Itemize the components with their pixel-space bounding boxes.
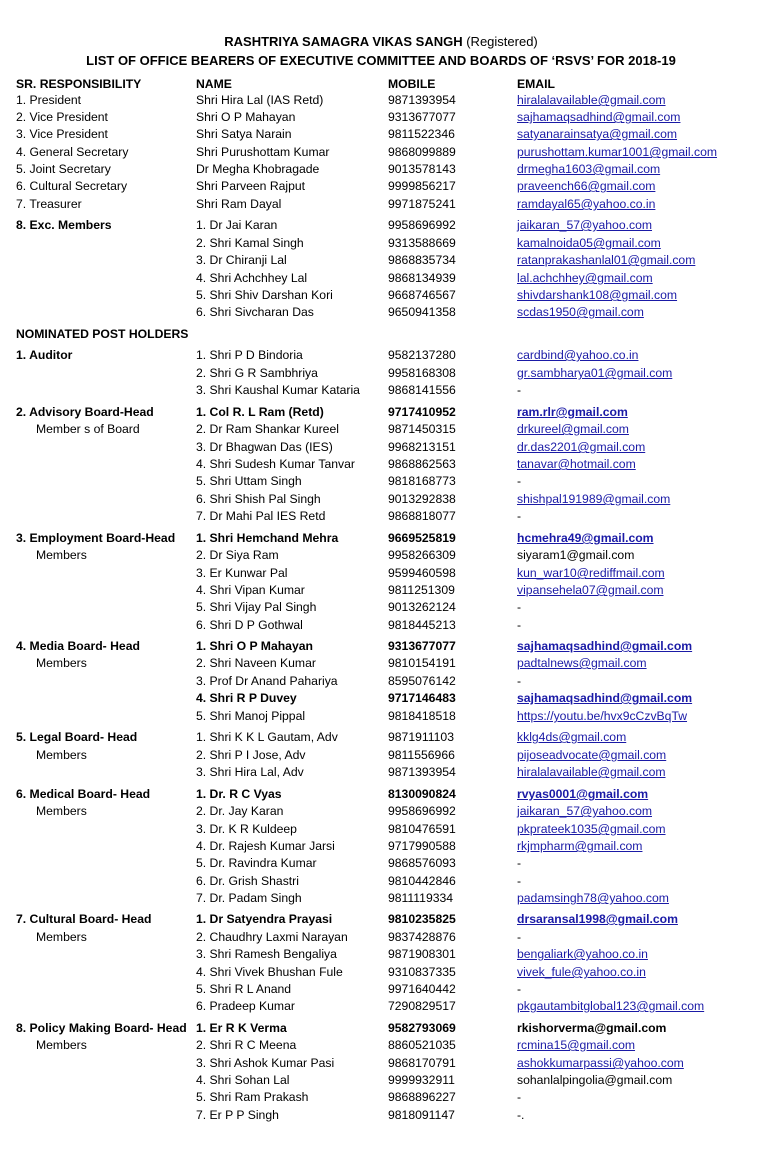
mobile-cell: 9868099889 xyxy=(388,145,456,159)
column-header-name: NAME xyxy=(196,77,232,91)
table-row xyxy=(0,764,762,781)
table-row xyxy=(0,981,762,998)
mobile-cell: 9837428876 xyxy=(388,930,456,944)
table-row xyxy=(0,655,762,672)
mobile-cell: 9868835734 xyxy=(388,253,456,267)
responsibility-cell: 6. Cultural Secretary xyxy=(16,179,128,193)
name-cell: 2. Dr. Jay Karan xyxy=(196,804,284,818)
email-link: - xyxy=(517,930,522,944)
table-row xyxy=(0,382,762,399)
responsibility-cell: 4. General Secretary xyxy=(16,145,129,159)
mobile-cell: 9810154191 xyxy=(388,656,456,670)
table-row xyxy=(0,217,762,234)
table-row xyxy=(0,946,762,963)
name-cell: 7. Dr. Padam Singh xyxy=(196,891,302,905)
name-cell: 2. Dr Ram Shankar Kureel xyxy=(196,422,339,436)
email-link[interactable]: vivek_fule@yahoo.co.in xyxy=(517,965,646,979)
mobile-cell: 9958696992 xyxy=(388,804,456,818)
name-cell: 3. Er Kunwar Pal xyxy=(196,566,288,580)
email-link[interactable]: kklg4ds@gmail.com xyxy=(517,730,627,744)
mobile-cell: 9811522346 xyxy=(388,127,455,141)
email-link[interactable]: pkgautambitglobal123@gmail.com xyxy=(517,999,705,1013)
email-link[interactable]: shivdarshank108@gmail.com xyxy=(517,288,678,302)
email-link[interactable]: jaikaran_57@yahoo.com xyxy=(517,804,653,818)
name-cell: 4. Shri Vipan Kumar xyxy=(196,583,305,597)
name-cell: 5. Dr. Ravindra Kumar xyxy=(196,856,317,870)
name-cell: 5. Shri Manoj Pippal xyxy=(196,709,306,723)
name-cell: 3. Shri Kaushal Kumar Kataria xyxy=(196,383,360,397)
column-header-mobile: MOBILE xyxy=(388,77,436,91)
mobile-cell: 9669525819 xyxy=(388,531,456,545)
name-cell: Shri Ram Dayal xyxy=(196,197,282,211)
email-link: siyaram1@gmail.com xyxy=(517,548,635,562)
registration-note: (Registered) xyxy=(462,34,538,49)
name-cell: 3. Dr Bhagwan Das (IES) xyxy=(196,440,333,454)
table-row xyxy=(0,673,762,690)
responsibility-cell: 2. Advisory Board-Head xyxy=(16,405,154,419)
mobile-cell: 9958168308 xyxy=(388,366,456,380)
table-row xyxy=(0,347,762,364)
mobile-cell: 9313677077 xyxy=(388,110,456,124)
table-row xyxy=(0,911,762,928)
table-row xyxy=(0,421,762,438)
mobile-cell: 9717146483 xyxy=(388,691,456,705)
email-link[interactable]: ratanprakashanlal01@gmail.com xyxy=(517,253,696,267)
email-link: - xyxy=(517,856,522,870)
email-link[interactable]: kamalnoida05@gmail.com xyxy=(517,236,661,250)
email-link[interactable]: tanavar@hotmail.com xyxy=(517,457,636,471)
table-row xyxy=(0,270,762,287)
mobile-cell: 9818445213 xyxy=(388,618,456,632)
name-cell: 6. Pradeep Kumar xyxy=(196,999,295,1013)
table-row xyxy=(0,1072,762,1089)
responsibility-cell: Members xyxy=(36,1038,87,1052)
email-link[interactable]: drkureel@gmail.com xyxy=(517,422,629,436)
email-link[interactable]: https://youtu.be/hvx9cCzvBqTw xyxy=(517,709,688,723)
email-link[interactable]: kun_war10@rediffmail.com xyxy=(517,566,665,580)
email-link[interactable]: cardbind@yahoo.co.in xyxy=(517,348,639,362)
table-row xyxy=(0,599,762,616)
email-link[interactable]: pijoseadvocate@gmail.com xyxy=(517,748,667,762)
responsibility-cell: 8. Policy Making Board- Head xyxy=(16,1021,187,1035)
mobile-cell: 9968213151 xyxy=(388,440,456,454)
name-cell: 4. Dr. Rajesh Kumar Jarsi xyxy=(196,839,335,853)
table-row xyxy=(0,1055,762,1072)
table-row xyxy=(0,964,762,981)
table-row xyxy=(0,873,762,890)
mobile-cell: 9871450315 xyxy=(388,422,456,436)
name-cell: 1. Shri K K L Gautam, Adv xyxy=(196,730,338,744)
mobile-cell: 9871393954 xyxy=(388,765,456,779)
email-link: - xyxy=(517,674,522,688)
email-link[interactable]: ramdayal65@yahoo.co.in xyxy=(517,197,656,211)
table-row xyxy=(0,690,762,707)
mobile-cell: 9999856217 xyxy=(388,179,456,193)
name-cell: 3. Shri Ramesh Bengaliya xyxy=(196,947,337,961)
table-row xyxy=(0,1107,762,1124)
name-cell: 7. Er P P Singh xyxy=(196,1108,279,1122)
email-link: -. xyxy=(517,1108,525,1122)
table-row xyxy=(0,1037,762,1054)
mobile-cell: 8860521035 xyxy=(388,1038,456,1052)
table-row xyxy=(0,547,762,564)
table-row xyxy=(0,304,762,321)
name-cell: 2. Shri R C Meena xyxy=(196,1038,297,1052)
email-link[interactable]: pkprateek1035@gmail.com xyxy=(517,822,666,836)
table-row xyxy=(0,565,762,582)
mobile-cell: 9868134939 xyxy=(388,271,456,285)
responsibility-cell: 1. Auditor xyxy=(16,348,73,362)
email-link: - xyxy=(517,474,522,488)
table-row xyxy=(0,617,762,634)
responsibility-cell: Members xyxy=(36,804,87,818)
email-link[interactable]: padamsingh78@yahoo.com xyxy=(517,891,669,905)
name-cell: 3. Prof Dr Anand Pahariya xyxy=(196,674,338,688)
responsibility-cell: Members xyxy=(36,656,87,670)
table-row xyxy=(0,929,762,946)
name-cell: 4. Shri Sohan Lal xyxy=(196,1073,290,1087)
email-link[interactable]: drmegha1603@gmail.com xyxy=(517,162,661,176)
mobile-cell: 9871911103 xyxy=(388,730,454,744)
mobile-cell: 8595076142 xyxy=(388,674,456,688)
mobile-cell: 9668746567 xyxy=(388,288,456,302)
email-link[interactable]: shishpal191989@gmail.com xyxy=(517,492,671,506)
table-row xyxy=(0,508,762,525)
name-cell: 3. Dr. K R Kuldeep xyxy=(196,822,297,836)
name-cell: 4. Shri R P Duvey xyxy=(196,691,297,705)
table-row xyxy=(0,786,762,803)
table-row xyxy=(0,252,762,269)
organization-title xyxy=(0,34,762,49)
mobile-cell: 9871393954 xyxy=(388,93,456,107)
table-row xyxy=(0,439,762,456)
email-link[interactable]: jaikaran_57@yahoo.com xyxy=(517,218,653,232)
mobile-cell: 9013578143 xyxy=(388,162,456,176)
mobile-cell: 9868896227 xyxy=(388,1090,456,1104)
responsibility-cell: 7. Cultural Board- Head xyxy=(16,912,152,926)
name-cell: 6. Shri Sivcharan Das xyxy=(196,305,314,319)
responsibility-cell: 6. Medical Board- Head xyxy=(16,787,151,801)
table-row xyxy=(0,1089,762,1106)
name-cell: 5. Shri Vijay Pal Singh xyxy=(196,600,317,614)
name-cell: 6. Dr. Grish Shastri xyxy=(196,874,299,888)
responsibility-cell: NOMINATED POST HOLDERS xyxy=(16,327,189,341)
name-cell: 1. Er R K Verma xyxy=(196,1021,287,1035)
mobile-cell: 9599460598 xyxy=(388,566,456,580)
table-row xyxy=(0,998,762,1015)
email-link[interactable]: rvyas0001@gmail.com xyxy=(517,787,649,801)
table-row xyxy=(0,1020,762,1037)
name-cell: 1. Dr Satyendra Prayasi xyxy=(196,912,333,926)
mobile-cell: 9971875241 xyxy=(388,197,456,211)
name-cell: 2. Shri G R Sambhriya xyxy=(196,366,318,380)
column-header-email: EMAIL xyxy=(517,77,555,91)
name-cell: 5. Shri Uttam Singh xyxy=(196,474,302,488)
email-link[interactable]: praveench66@gmail.com xyxy=(517,179,656,193)
email-link[interactable]: hcmehra49@gmail.com xyxy=(517,531,654,545)
name-cell: 1. Col R. L Ram (Retd) xyxy=(196,405,324,419)
email-link[interactable]: sajhamaqsadhind@gmail.com xyxy=(517,639,693,653)
table-row xyxy=(0,747,762,764)
mobile-cell: 9868862563 xyxy=(388,457,456,471)
mobile-cell: 9818091147 xyxy=(388,1108,455,1122)
email-link: sohanlalpingolia@gmail.com xyxy=(517,1073,673,1087)
table-row xyxy=(0,638,762,655)
table-row xyxy=(0,109,762,126)
mobile-cell: 7290829517 xyxy=(388,999,456,1013)
email-link[interactable]: ashokkumarpassi@yahoo.com xyxy=(517,1056,684,1070)
name-cell: 1. Shri Hemchand Mehra xyxy=(196,531,339,545)
responsibility-cell: 4. Media Board- Head xyxy=(16,639,140,653)
document-subtitle: LIST OF OFFICE BEARERS OF EXECUTIVE COMMITTEE AND BOARDS OF ‘RSVS’ FOR 2018-19 xyxy=(86,53,676,68)
email-link: - xyxy=(517,874,522,888)
name-cell: 4. Shri Achchhey Lal xyxy=(196,271,308,285)
email-link[interactable]: scdas1950@gmail.com xyxy=(517,305,644,319)
mobile-cell: 9582793069 xyxy=(388,1021,456,1035)
name-cell: 5. Shri R L Anand xyxy=(196,982,292,996)
responsibility-cell: 2. Vice President xyxy=(16,110,108,124)
email-link[interactable]: lal.achchhey@gmail.com xyxy=(517,271,653,285)
email-link[interactable]: padtalnews@gmail.com xyxy=(517,656,647,670)
name-cell: 1. Shri O P Mahayan xyxy=(196,639,313,653)
table-row xyxy=(0,92,762,109)
email-link[interactable]: rcmina15@gmail.com xyxy=(517,1038,636,1052)
email-link[interactable]: hiralalavailable@gmail.com xyxy=(517,93,666,107)
name-cell: Shri Purushottam Kumar xyxy=(196,145,330,159)
name-cell: Shri O P Mahayan xyxy=(196,110,296,124)
responsibility-cell: Member s of Board xyxy=(36,422,140,436)
responsibility-cell: 3. Vice President xyxy=(16,127,108,141)
name-cell: Shri Hira Lal (IAS Retd) xyxy=(196,93,324,107)
email-link: - xyxy=(517,982,522,996)
mobile-cell: 9818418518 xyxy=(388,709,456,723)
mobile-cell: 9013292838 xyxy=(388,492,456,506)
mobile-cell: 9818168773 xyxy=(388,474,456,488)
name-cell: 3. Shri Hira Lal, Adv xyxy=(196,765,304,779)
email-link[interactable]: sajhamaqsadhind@gmail.com xyxy=(517,110,681,124)
name-cell: 4. Shri Sudesh Kumar Tanvar xyxy=(196,457,355,471)
email-link: - xyxy=(517,618,522,632)
mobile-cell: 9868818077 xyxy=(388,509,456,523)
mobile-cell: 9313588669 xyxy=(388,236,456,250)
name-cell: 3. Shri Ashok Kumar Pasi xyxy=(196,1056,335,1070)
mobile-cell: 9650941358 xyxy=(388,305,456,319)
email-link: - xyxy=(517,383,522,397)
responsibility-cell: 5. Legal Board- Head xyxy=(16,730,138,744)
mobile-cell: 9868141556 xyxy=(388,383,456,397)
mobile-cell: 9313677077 xyxy=(388,639,456,653)
name-cell: 5. Shri Ram Prakash xyxy=(196,1090,309,1104)
name-cell: 2. Chaudhry Laxmi Narayan xyxy=(196,930,348,944)
name-cell: 5. Shri Shiv Darshan Kori xyxy=(196,288,333,302)
mobile-cell: 9811556966 xyxy=(388,748,455,762)
name-cell: Shri Satya Narain xyxy=(196,127,292,141)
name-cell: 6. Shri D P Gothwal xyxy=(196,618,303,632)
table-row xyxy=(0,161,762,178)
responsibility-cell: 3. Employment Board-Head xyxy=(16,531,176,545)
responsibility-cell: Members xyxy=(36,548,87,562)
mobile-cell: 9310837335 xyxy=(388,965,456,979)
email-link[interactable]: rkjmpharm@gmail.com xyxy=(517,839,643,853)
table-row xyxy=(0,530,762,547)
table-row xyxy=(0,803,762,820)
responsibility-cell: Members xyxy=(36,930,87,944)
name-cell: 4. Shri Vivek Bhushan Fule xyxy=(196,965,343,979)
email-link[interactable]: ram.rlr@gmail.com xyxy=(517,405,628,419)
mobile-cell: 9717410952 xyxy=(388,405,456,419)
mobile-cell: 9811251309 xyxy=(388,583,455,597)
table-row xyxy=(0,473,762,490)
email-link[interactable]: satyanarainsatya@gmail.com xyxy=(517,127,678,141)
table-row xyxy=(0,582,762,599)
table-row xyxy=(0,855,762,872)
table-row xyxy=(0,365,762,382)
email-link: rkishorverma@gmail.com xyxy=(517,1021,667,1035)
table-row xyxy=(0,491,762,508)
email-link: - xyxy=(517,1090,522,1104)
name-cell: 1. Dr. R C Vyas xyxy=(196,787,282,801)
mobile-cell: 9871908301 xyxy=(388,947,456,961)
responsibility-cell: 5. Joint Secretary xyxy=(16,162,111,176)
mobile-cell: 9810476591 xyxy=(388,822,456,836)
email-link[interactable]: bengaliark@yahoo.co.in xyxy=(517,947,648,961)
email-link: - xyxy=(517,509,522,523)
table-row xyxy=(0,287,762,304)
name-cell: 1. Shri P D Bindoria xyxy=(196,348,303,362)
email-link[interactable]: sajhamaqsadhind@gmail.com xyxy=(517,691,693,705)
organization-name: RASHTRIYA SAMAGRA VIKAS SANGH xyxy=(224,34,463,49)
mobile-cell: 9958266309 xyxy=(388,548,456,562)
mobile-cell: 9717990588 xyxy=(388,839,456,853)
table-row xyxy=(0,126,762,143)
mobile-cell: 8130090824 xyxy=(388,787,456,801)
responsibility-cell: 1. President xyxy=(16,93,82,107)
table-row xyxy=(0,235,762,252)
email-link: - xyxy=(517,600,522,614)
name-cell: 3. Dr Chiranji Lal xyxy=(196,253,287,267)
email-link[interactable]: gr.sambharya01@gmail.com xyxy=(517,366,673,380)
mobile-cell: 9999932911 xyxy=(388,1073,455,1087)
table-row xyxy=(0,821,762,838)
responsibility-cell: 8. Exc. Members xyxy=(16,218,112,232)
table-row xyxy=(0,456,762,473)
table-row xyxy=(0,729,762,746)
name-cell: 2. Shri P I Jose, Adv xyxy=(196,748,306,762)
mobile-cell: 9810235825 xyxy=(388,912,456,926)
mobile-cell: 9582137280 xyxy=(388,348,456,362)
column-header-row xyxy=(0,76,762,93)
name-cell: 6. Shri Shish Pal Singh xyxy=(196,492,321,506)
table-row xyxy=(0,838,762,855)
table-row xyxy=(0,404,762,421)
email-link[interactable]: hiralalavailable@gmail.com xyxy=(517,765,666,779)
name-cell: Dr Megha Khobragade xyxy=(196,162,320,176)
name-cell: Shri Parveen Rajput xyxy=(196,179,306,193)
table-row xyxy=(0,178,762,195)
email-link[interactable]: vipansehela07@gmail.com xyxy=(517,583,664,597)
mobile-cell: 9868170791 xyxy=(388,1056,456,1070)
table-row xyxy=(0,196,762,213)
mobile-cell: 9971640442 xyxy=(388,982,456,996)
mobile-cell: 9811119334 xyxy=(388,891,454,905)
email-link[interactable]: drsaransal1998@gmail.com xyxy=(517,912,678,926)
name-cell: 1. Dr Jai Karan xyxy=(196,218,278,232)
name-cell: 2. Shri Naveen Kumar xyxy=(196,656,316,670)
responsibility-cell: 7. Treasurer xyxy=(16,197,82,211)
name-cell: 7. Dr Mahi Pal IES Retd xyxy=(196,509,326,523)
name-cell: 2. Dr Siya Ram xyxy=(196,548,279,562)
name-cell: 2. Shri Kamal Singh xyxy=(196,236,304,250)
column-header-responsibility: SR. RESPONSIBILITY xyxy=(16,77,142,91)
email-link[interactable]: purushottam.kumar1001@gmail.com xyxy=(517,145,718,159)
table-row xyxy=(0,708,762,725)
mobile-cell: 9810442846 xyxy=(388,874,456,888)
email-link[interactable]: dr.das2201@gmail.com xyxy=(517,440,646,454)
mobile-cell: 9013262124 xyxy=(388,600,456,614)
table-row xyxy=(0,890,762,907)
responsibility-cell: Members xyxy=(36,748,87,762)
mobile-cell: 9958696992 xyxy=(388,218,456,232)
table-row xyxy=(0,144,762,161)
mobile-cell: 9868576093 xyxy=(388,856,456,870)
table-row xyxy=(0,326,762,343)
